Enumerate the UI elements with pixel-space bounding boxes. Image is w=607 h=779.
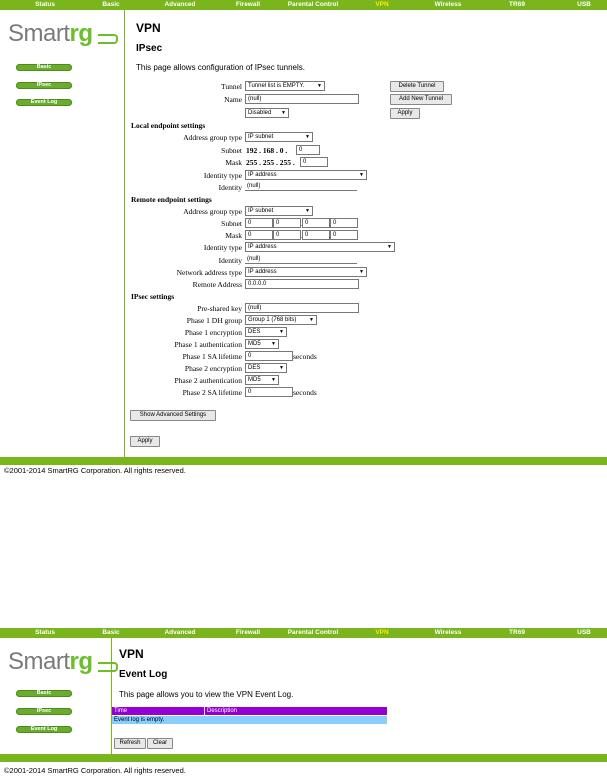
remote-identity-label: Identity bbox=[218, 256, 242, 265]
phase1-encryption-label: Phase 1 encryption bbox=[184, 328, 242, 337]
event-log-empty-row: Event log is empty. bbox=[112, 716, 387, 724]
local-subnet-label: Subnet bbox=[221, 146, 242, 155]
page-description: This page allows configuration of IPsec tunnels. bbox=[136, 63, 305, 72]
phase2-authentication-select[interactable]: MD5 ▼ bbox=[245, 375, 279, 385]
tunnel-label: Tunnel bbox=[221, 82, 242, 91]
local-address-group-type-select[interactable]: IP subnet ▼ bbox=[245, 132, 313, 142]
local-mask-label: Mask bbox=[225, 158, 242, 167]
sidebar-item-ipsec[interactable]: IPsec bbox=[16, 82, 72, 89]
remote-address-input[interactable]: 0.0.0.0 bbox=[245, 279, 359, 289]
page-subtitle: IPsec bbox=[136, 43, 163, 54]
chevron-down-icon: ▼ bbox=[271, 377, 276, 383]
event-page-subtitle: Event Log bbox=[119, 669, 168, 680]
tunnel-select[interactable]: Tunnel list is EMPTY. ▼ bbox=[245, 81, 325, 91]
smartrg-logo-2: Smartrg bbox=[8, 648, 93, 676]
remote-mask-label: Mask bbox=[225, 231, 242, 240]
chevron-down-icon: ▼ bbox=[271, 341, 276, 347]
remote-mask-octet-1[interactable]: 0 bbox=[245, 230, 273, 240]
name-label: Name bbox=[224, 95, 242, 104]
chevron-down-icon: ▼ bbox=[317, 83, 322, 89]
nav-status[interactable]: Status bbox=[35, 629, 55, 636]
nav-tr69[interactable]: TR69 bbox=[509, 629, 525, 636]
remote-subnet-label: Subnet bbox=[221, 219, 242, 228]
remote-address-group-type-select[interactable]: IP subnet ▼ bbox=[245, 206, 313, 216]
remote-subnet-octet-4[interactable]: 0 bbox=[330, 218, 358, 228]
phase2-sa-lifetime-label: Phase 2 SA lifetime bbox=[182, 388, 242, 397]
phase1-encryption-select[interactable]: DES ▼ bbox=[245, 327, 287, 337]
nav-wireless[interactable]: Wireless bbox=[434, 1, 462, 8]
name-input[interactable]: (null) bbox=[245, 94, 359, 104]
remote-subnet-octet-1[interactable]: 0 bbox=[245, 218, 273, 228]
content-divider bbox=[124, 10, 125, 457]
content-divider-2 bbox=[111, 638, 112, 754]
pre-shared-key-label: Pre-shared key bbox=[197, 304, 242, 313]
apply-top-button[interactable]: Apply bbox=[390, 108, 420, 119]
phase1-seconds-suffix: seconds bbox=[293, 352, 317, 361]
copyright-text-2: ©2001-2014 SmartRG Corporation. All rights reserved. bbox=[4, 766, 186, 775]
clear-button[interactable]: Clear bbox=[147, 738, 173, 749]
remote-identity-type-label: Identity type bbox=[203, 243, 242, 252]
show-advanced-settings-button[interactable]: Show Advanced Settings bbox=[130, 410, 216, 421]
remote-identity-input[interactable]: (null) bbox=[245, 255, 357, 264]
top-nav bbox=[0, 0, 607, 10]
event-page-description: This page allows you to view the VPN Event Log. bbox=[119, 690, 294, 699]
footer-bar bbox=[0, 457, 607, 465]
apply-button[interactable]: Apply bbox=[130, 436, 160, 447]
event-page-title: VPN bbox=[119, 647, 144, 661]
ipsec-settings-heading: IPsec settings bbox=[131, 292, 175, 301]
delete-tunnel-button[interactable]: Delete Tunnel bbox=[390, 81, 444, 92]
phase2-encryption-select[interactable]: DES ▼ bbox=[245, 363, 287, 373]
nav-usb[interactable]: USB bbox=[577, 1, 591, 8]
sidebar-item-event-log[interactable]: Event Log bbox=[16, 726, 72, 733]
chevron-down-icon: ▼ bbox=[305, 208, 310, 214]
phase1-authentication-select[interactable]: MD5 ▼ bbox=[245, 339, 279, 349]
nav-vpn[interactable]: VPN bbox=[375, 1, 389, 8]
local-identity-type-label: Identity type bbox=[203, 171, 242, 180]
sidebar-item-basic[interactable]: Basic bbox=[16, 690, 72, 697]
remote-identity-type-select[interactable]: IP address ▼ bbox=[245, 242, 395, 252]
footer-bar-2 bbox=[0, 754, 607, 762]
sidebar-item-ipsec[interactable]: IPsec bbox=[16, 708, 72, 715]
sidebar-item-basic[interactable]: Basic bbox=[16, 64, 72, 71]
event-log-header-description: Description bbox=[205, 707, 387, 715]
tunnel-state-select[interactable]: Disabled ▼ bbox=[245, 108, 289, 118]
nav-basic[interactable]: Basic bbox=[102, 1, 120, 8]
phase1-sa-lifetime-label: Phase 1 SA lifetime bbox=[182, 352, 242, 361]
nav-wireless[interactable]: Wireless bbox=[434, 629, 462, 636]
local-mask-octet-4[interactable]: 0 bbox=[300, 157, 328, 167]
remote-address-group-type-label: Address group type bbox=[183, 207, 242, 216]
phase1-dh-group-select[interactable]: Group 1 (768 bits) ▼ bbox=[245, 315, 317, 325]
local-endpoint-heading: Local endpoint settings bbox=[131, 121, 206, 130]
nav-advanced[interactable]: Advanced bbox=[164, 629, 196, 636]
nav-advanced[interactable]: Advanced bbox=[164, 1, 196, 8]
chevron-down-icon: ▼ bbox=[309, 317, 314, 323]
remote-subnet-octet-2[interactable]: 0 bbox=[273, 218, 301, 228]
remote-mask-octet-4[interactable]: 0 bbox=[330, 230, 358, 240]
phase1-dh-group-label: Phase 1 DH group bbox=[186, 316, 242, 325]
phase2-sa-lifetime-input[interactable]: 0 bbox=[245, 387, 293, 397]
chevron-down-icon: ▼ bbox=[305, 134, 310, 140]
chevron-down-icon: ▼ bbox=[387, 244, 392, 250]
local-mask-prefix: 255 . 255 . 255 . bbox=[246, 158, 295, 167]
remote-address-label: Remote Address bbox=[192, 280, 242, 289]
remote-subnet-octet-3[interactable]: 0 bbox=[302, 218, 330, 228]
chevron-down-icon: ▼ bbox=[279, 365, 284, 371]
phase1-authentication-label: Phase 1 authentication bbox=[174, 340, 242, 349]
nav-firewall[interactable]: Firewall bbox=[235, 629, 261, 636]
sidebar-item-event-log[interactable]: Event Log bbox=[16, 99, 72, 106]
phase2-seconds-suffix: seconds bbox=[293, 388, 317, 397]
local-identity-input[interactable]: (null) bbox=[245, 182, 357, 191]
smartrg-logo: Smartrg bbox=[8, 20, 93, 48]
chevron-down-icon: ▼ bbox=[279, 329, 284, 335]
nav-vpn[interactable]: VPN bbox=[375, 629, 389, 636]
remote-mask-octet-2[interactable]: 0 bbox=[273, 230, 301, 240]
phase1-sa-lifetime-input[interactable]: 0 bbox=[245, 351, 293, 361]
network-address-type-label: Network address type bbox=[176, 268, 242, 277]
remote-endpoint-heading: Remote endpoint settings bbox=[131, 195, 212, 204]
local-subnet-octet-4[interactable]: 0 bbox=[296, 145, 320, 155]
chevron-down-icon: ▼ bbox=[359, 269, 364, 275]
nav-firewall[interactable]: Firewall bbox=[235, 1, 261, 8]
phase2-authentication-label: Phase 2 authentication bbox=[174, 376, 242, 385]
add-new-tunnel-button[interactable]: Add New Tunnel bbox=[390, 94, 452, 105]
page-title: VPN bbox=[136, 21, 161, 35]
nav-parental-control[interactable]: Parental Control bbox=[287, 629, 339, 636]
phase2-encryption-label: Phase 2 encryption bbox=[184, 364, 242, 373]
refresh-button[interactable]: Refresh bbox=[114, 738, 146, 749]
network-address-type-select[interactable]: IP address ▼ bbox=[245, 267, 367, 277]
top-nav-2 bbox=[0, 628, 607, 638]
local-subnet-prefix: 192 . 168 . 0 . bbox=[246, 146, 288, 155]
pre-shared-key-input[interactable]: (null) bbox=[245, 303, 359, 313]
nav-usb[interactable]: USB bbox=[577, 629, 591, 636]
event-log-header-time: Time bbox=[112, 707, 204, 715]
local-address-group-type-label: Address group type bbox=[183, 133, 242, 142]
remote-mask-octet-3[interactable]: 0 bbox=[302, 230, 330, 240]
chevron-down-icon: ▼ bbox=[281, 110, 286, 116]
nav-parental-control[interactable]: Parental Control bbox=[287, 1, 339, 8]
local-identity-type-select[interactable]: IP address ▼ bbox=[245, 170, 367, 180]
local-identity-label: Identity bbox=[218, 183, 242, 192]
nav-basic[interactable]: Basic bbox=[102, 629, 120, 636]
chevron-down-icon: ▼ bbox=[359, 172, 364, 178]
nav-status[interactable]: Status bbox=[35, 1, 55, 8]
nav-tr69[interactable]: TR69 bbox=[509, 1, 525, 8]
copyright-text: ©2001-2014 SmartRG Corporation. All rights reserved. bbox=[4, 466, 186, 475]
